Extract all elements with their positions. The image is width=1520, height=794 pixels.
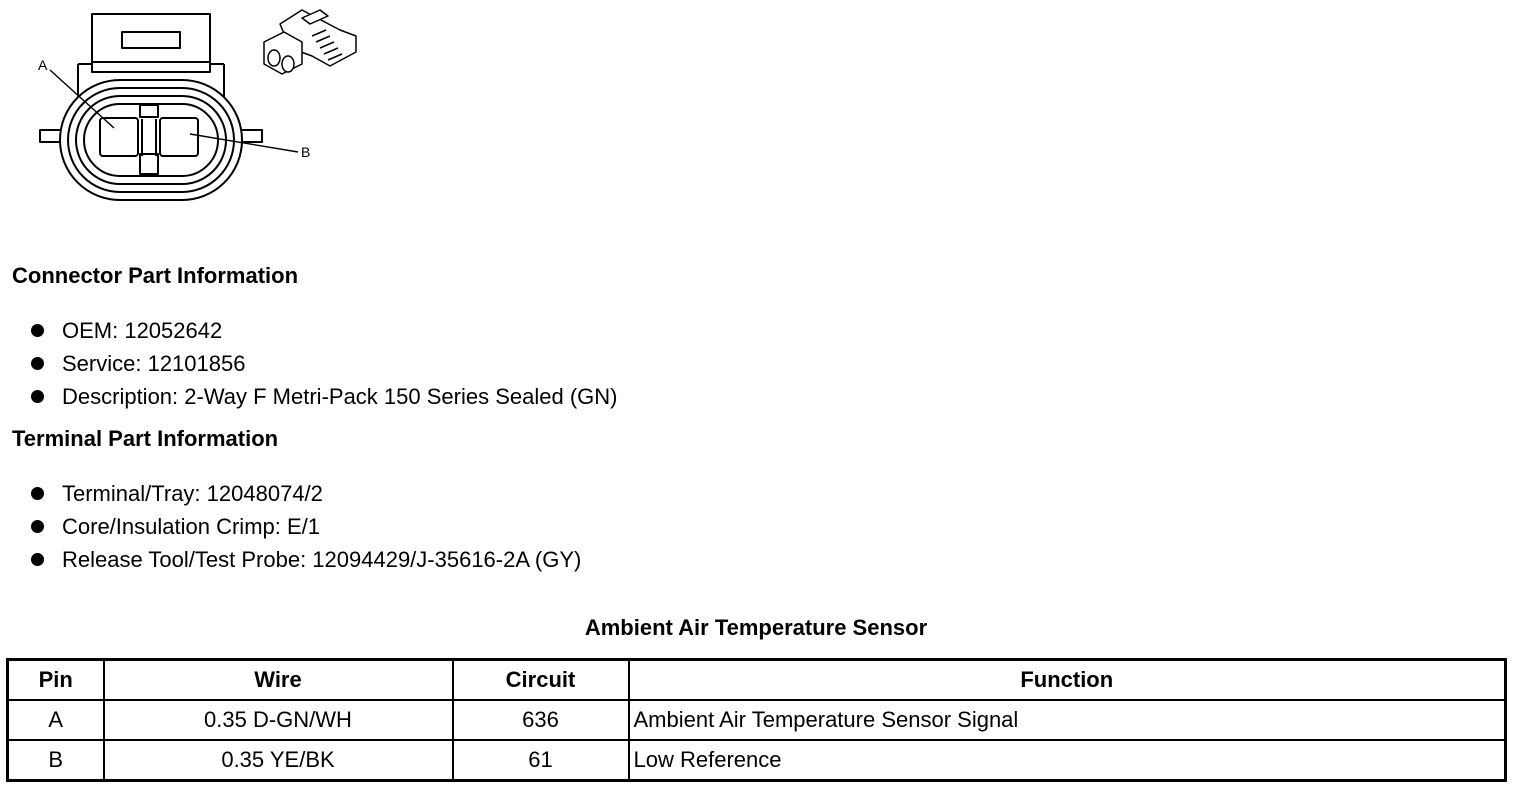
terminal-part-info-list [28,477,581,576]
list-item [28,477,581,510]
pin-cell: B [8,740,104,781]
pin-function-table [6,658,1507,782]
table-row [8,700,1506,740]
bullet-icon [31,520,44,533]
function-cell: Low Reference [629,740,1506,781]
list-item-text: Core/Insulation Crimp: E/1 [62,514,320,539]
list-item [28,543,581,576]
list-item [28,347,617,380]
column-header-pin: Pin [8,660,104,701]
column-header-function: Function [629,660,1506,701]
bullet-icon [31,487,44,500]
list-item-text: Terminal/Tray: 12048074/2 [62,481,323,506]
bullet-icon [31,553,44,566]
list-item-text: Description: 2-Way F Metri-Pack 150 Series Sealed (GN) [62,384,618,409]
bullet-icon [31,390,44,403]
wire-cell: 0.35 D-GN/WH [104,700,453,740]
list-item-text: Release Tool/Test Probe: 12094429/J-35616-2A (GY) [62,547,582,572]
list-item [28,314,617,347]
function-cell: Ambient Air Temperature Sensor Signal [629,700,1506,740]
list-item-text: OEM: 12052642 [62,318,223,343]
wire-cell: 0.35 YE/BK [104,740,453,781]
terminal-part-info-heading: Terminal Part Information [12,426,279,451]
table-title: Ambient Air Temperature Sensor [584,615,928,640]
circuit-cell: 636 [453,700,629,740]
bullet-icon [31,324,44,337]
connector-part-info-list [28,314,617,413]
table-header-row [8,660,1506,701]
circuit-cell: 61 [453,740,629,781]
connector-isometric-sketch [264,10,356,74]
bullet-icon [31,357,44,370]
pin-cell: A [8,700,104,740]
pin-a-callout: A [38,57,48,73]
table-row [8,740,1506,781]
connector-end-view-figure [30,6,360,206]
connector-part-info-heading: Connector Part Information [12,263,299,288]
column-header-wire: Wire [104,660,453,701]
column-header-circuit: Circuit [453,660,629,701]
pin-b-callout: B [301,144,311,160]
list-item-text: Service: 12101856 [62,351,246,376]
list-item [28,510,581,543]
list-item [28,380,617,413]
